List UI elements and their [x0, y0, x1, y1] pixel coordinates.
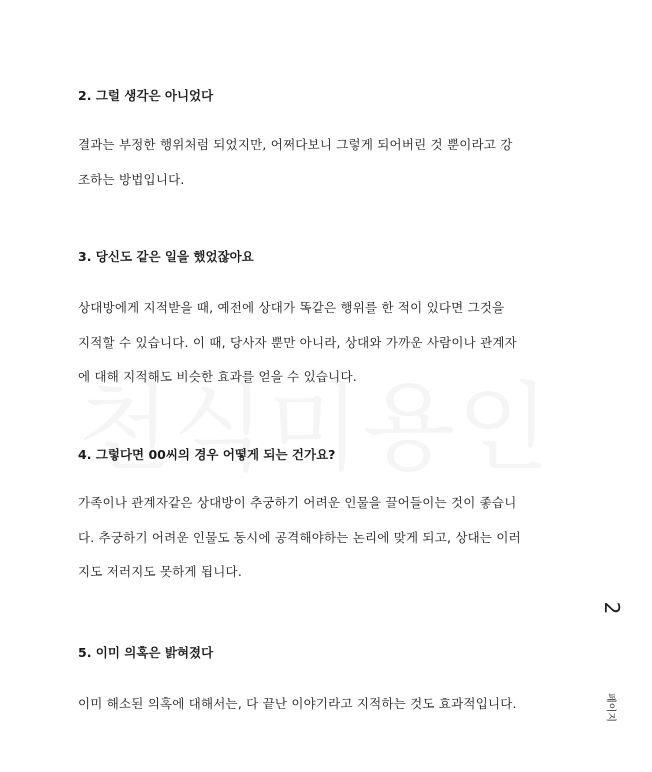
- page-label: 페이지: [604, 693, 616, 722]
- paragraph-line: 이미 해소된 의혹에 대해서는, 다 끝난 이야기라고 지적하는 것도 효과적입니다.: [78, 696, 517, 711]
- paragraph-line: 에 대해 지적해도 비슷한 효과를 얻을 수 있습니다.: [78, 369, 357, 384]
- section-paragraph: [78, 687, 578, 722]
- paragraph-line: 다. 추궁하기 어려운 인물도 동시에 공격해야하는 논리에 맞게 되고, 상대는 이러: [78, 529, 521, 545]
- page-number: 2: [600, 601, 624, 615]
- paragraph-line: 가족이나 관계자같은 상대방이 추궁하기 어려운 인물을 끌어들이는 것이 좋습니: [78, 495, 517, 510]
- section-paragraph: [78, 486, 578, 590]
- paragraph-line: 결과는 부정한 행위처럼 되었지만, 어쩌다보니 그렇게 되어버린 것 뿐이라고 강: [78, 137, 513, 152]
- paragraph-line: 상대방에게 지적받을 때, 예전에 상대가 똑같은 행위를 한 적이 있다면 그것을: [78, 300, 505, 315]
- paragraph-line: 지도 저러지도 못하게 됩니다.: [78, 564, 242, 579]
- section-3: [78, 247, 578, 395]
- paragraph-line: 조하는 방법입니다.: [78, 171, 185, 187]
- section-4: [78, 445, 578, 590]
- section-heading: 4. 그렇다면 00씨의 경우 어떻게 되는 건가요?: [78, 447, 336, 462]
- paragraph-line: 지적할 수 있습니다. 이 때, 당사자 뿐만 아니라, 상대와 가까운 사람이나 관계자: [78, 334, 517, 350]
- section-2: [78, 86, 578, 197]
- section-paragraph: [78, 128, 578, 197]
- section-paragraph: [78, 291, 578, 395]
- section-heading: 5. 이미 의혹은 밝혀졌다: [78, 645, 214, 660]
- section-heading: 2. 그럴 생각은 아니었다: [78, 88, 214, 103]
- section-heading: 3. 당신도 같은 일을 했었잖아요: [78, 249, 254, 264]
- section-5: [78, 643, 578, 722]
